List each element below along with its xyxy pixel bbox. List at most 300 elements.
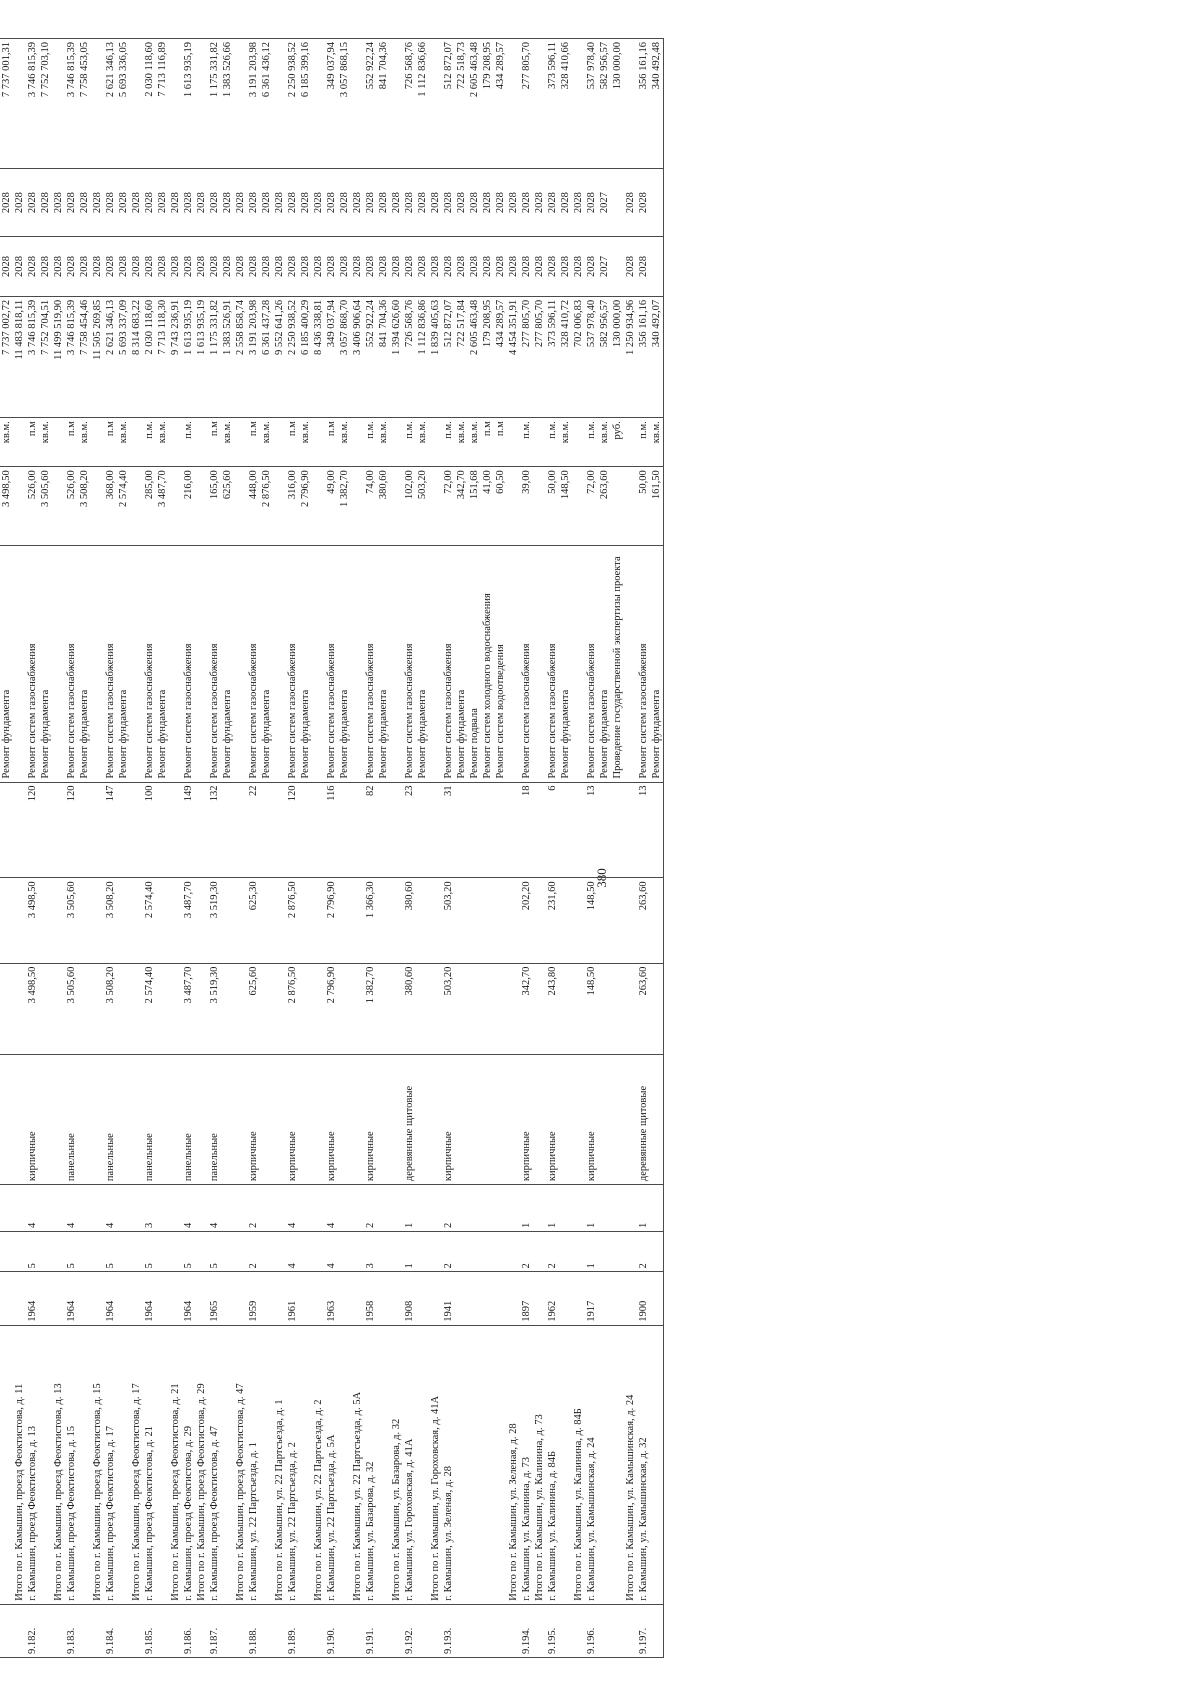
row-repair-year-line: 2028 <box>287 256 298 278</box>
row-volume <box>533 467 572 546</box>
row-volume-line <box>273 470 286 542</box>
row-works-line: Ремонт фундамента <box>378 689 389 779</box>
row-repair-year-line: 2028 <box>1 256 12 278</box>
row-volume <box>351 467 390 546</box>
row-unit <box>91 418 130 467</box>
row-unit-line: п.м <box>248 421 259 437</box>
row-cost-line: 7 737 002,72 <box>1 299 12 355</box>
row-unit-line: п.м <box>482 421 493 437</box>
row-unit-line: п.м. <box>586 421 597 439</box>
row-unit-line: п.м. <box>404 421 415 439</box>
row-cost <box>195 296 234 417</box>
row-unit-line: кв.м. <box>378 421 389 444</box>
row-unit-line: п.м <box>209 421 220 437</box>
row-cost-line: 8 314 683,22 <box>131 299 142 355</box>
row-volume-line <box>91 470 104 542</box>
row-max-cost-line <box>312 42 325 165</box>
row-unit <box>507 418 533 467</box>
row-cost <box>351 296 390 417</box>
row-works-line: Ремонт систем газоснабжения <box>248 643 259 779</box>
row-entr: 2 <box>429 1185 507 1232</box>
total-label: Итого по г. Камышин, проезд Феоктистова, д. 13 <box>53 1383 64 1601</box>
row-year: 1941 <box>429 1272 507 1325</box>
row-wall-material: панельные <box>52 1055 91 1185</box>
row-repair-year <box>0 237 13 297</box>
table-row <box>624 39 664 1658</box>
row-volume-line: 151,68 <box>469 470 480 500</box>
row-volume <box>234 467 273 546</box>
row-repair-year-line: 2028 <box>417 256 428 278</box>
row-works-line: Ремонт фундамента <box>79 689 90 779</box>
row-repair-year-line: 2028 <box>144 256 155 278</box>
row-max-cost-line <box>624 42 637 165</box>
row-works-line: Ремонт фундамента <box>417 689 428 779</box>
row-year: 1964 <box>52 1272 91 1325</box>
row-repair-year-line: 2028 <box>586 256 597 278</box>
row-unit-line: п.м <box>105 421 116 437</box>
row-repair-year-line: 2028 <box>222 256 233 278</box>
row-floors: 4 <box>312 1231 351 1271</box>
row-repair-year-line: 2028 <box>508 256 519 278</box>
row-wall-material: панельные <box>169 1055 195 1185</box>
row-works-line: Ремонт систем холодного водоснабжения <box>482 593 493 779</box>
row-people: 13 <box>624 782 664 878</box>
row-area: 3 487,70 <box>169 963 195 1055</box>
row-cost <box>91 296 130 417</box>
row-people <box>0 782 13 878</box>
row-works-line: Ремонт систем газоснабжения <box>326 643 337 779</box>
row-volume-line <box>533 470 546 542</box>
row-cost-line: 726 568,76 <box>404 299 415 348</box>
total-label: Итого по г. Камышин, ул. Гороховская, д. 41А <box>430 1395 441 1601</box>
row-cost-line: 2 605 463,48 <box>469 299 480 355</box>
row-volume-line: 49,00 <box>326 470 337 494</box>
row-area: 342,70 <box>507 963 533 1055</box>
row-works-line: Ремонт систем газоснабжения <box>183 643 194 779</box>
row-end-date-line: 2028 <box>352 192 363 214</box>
row-volume-line: 285,00 <box>144 470 155 500</box>
row-year: 1908 <box>390 1272 429 1325</box>
address-text: г. Камышин, проезд Феоктистова, д. 17 <box>105 1426 116 1601</box>
row-max-cost-line: 179 208,95 <box>482 42 493 90</box>
table-row <box>429 39 507 1658</box>
row-works-line: Ремонт фундамента <box>261 689 272 779</box>
row-end-date-line: 2028 <box>66 192 77 214</box>
table-row <box>52 39 91 1658</box>
row-entr: 2 <box>351 1185 390 1232</box>
row-volume <box>195 467 234 546</box>
row-repair-year-line: 2028 <box>352 256 363 278</box>
row-year <box>0 1272 13 1325</box>
row-unit-line <box>312 421 325 463</box>
row-cost-line: 373 596,11 <box>547 299 558 347</box>
row-max-cost <box>13 39 52 169</box>
row-works-line: Ремонт систем газоснабжения <box>404 643 415 779</box>
table-row <box>234 39 273 1658</box>
row-max-cost <box>169 39 195 169</box>
total-label: Итого по г. Камышин, ул. Базарова, д. 32 <box>391 1418 402 1601</box>
row-works-line <box>52 549 65 778</box>
row-cost-line: 1 394 626,60 <box>391 299 402 355</box>
row-unit-line <box>624 421 637 463</box>
row-repair-year-line: 2028 <box>378 256 389 278</box>
row-unit-line: руб. <box>612 421 623 440</box>
row-repair-year <box>351 237 390 297</box>
row-end-date-line: 2028 <box>14 192 25 214</box>
row-repair-year-line: 2028 <box>521 256 532 278</box>
row-cost-line: 2 030 118,60 <box>144 299 155 355</box>
row-cost <box>13 296 52 417</box>
row-area: 3 519,30 <box>195 963 234 1055</box>
row-end-date <box>533 169 572 237</box>
row-cost-line: 2 250 938,52 <box>287 299 298 355</box>
address-text: г. Камышин, ул. Калинина, д. 84Б <box>547 1450 558 1601</box>
row-cost-line: 4 454 351,91 <box>508 299 519 355</box>
row-repair-year-line: 2028 <box>27 256 38 278</box>
row-wall-material: панельные <box>130 1055 169 1185</box>
row-volume <box>572 467 624 546</box>
row-max-cost-line: 552 922,24 <box>365 42 376 90</box>
row-unit-line <box>13 421 26 463</box>
address-text: г. Камышин, ул. Камышинская, д. 24 <box>586 1437 597 1601</box>
row-area2: 380,60 <box>390 878 429 963</box>
row-works <box>13 546 52 782</box>
row-end-date <box>52 169 91 237</box>
row-unit <box>273 418 312 467</box>
row-unit <box>0 418 13 467</box>
row-wall-material: кирпичные <box>312 1055 351 1185</box>
row-area2: 503,20 <box>429 878 507 963</box>
row-works-line: Ремонт систем газоснабжения <box>586 643 597 779</box>
row-volume-line <box>52 470 65 542</box>
row-volume <box>0 467 13 546</box>
row-end-date-line: 2028 <box>248 192 259 214</box>
row-max-cost <box>130 39 169 169</box>
row-cost-line: 340 492,07 <box>651 299 662 348</box>
row-cost-line: 277 805,70 <box>521 299 532 348</box>
row-max-cost <box>0 39 13 169</box>
total-label: Итого по г. Камышин, проезд Феоктистова, д. 15 <box>92 1383 103 1601</box>
row-unit-line <box>169 421 182 463</box>
row-wall-material: кирпичные <box>13 1055 52 1185</box>
row-area: 243,80 <box>533 963 572 1055</box>
row-unit-line: кв.м. <box>599 421 610 444</box>
row-end-date-line: 2028 <box>625 192 636 214</box>
row-repair-year-line: 2028 <box>261 256 272 278</box>
row-floors: 5 <box>130 1231 169 1271</box>
row-volume-line <box>611 470 624 542</box>
row-works-line: Ремонт систем газоснабжения <box>144 643 155 779</box>
row-unit <box>390 418 429 467</box>
row-floors: 2 <box>507 1231 533 1271</box>
row-year: 1900 <box>624 1272 664 1325</box>
row-floors: 3 <box>351 1231 390 1271</box>
row-repair-year <box>533 237 572 297</box>
row-repair-year <box>312 237 351 297</box>
row-works <box>169 546 195 782</box>
row-address <box>234 1325 273 1604</box>
row-repair-year-line: 2028 <box>625 256 636 278</box>
row-repair-year <box>130 237 169 297</box>
row-repair-year-line: 2028 <box>326 256 337 278</box>
row-max-cost-line: 434 289,57 <box>495 42 506 90</box>
row-wall-material: кирпичные <box>533 1055 572 1185</box>
row-max-cost-line: 130 000,00 <box>612 42 623 90</box>
row-max-cost <box>195 39 234 169</box>
row-unit-line <box>195 421 208 463</box>
row-works-line: Ремонт систем газоснабжения <box>521 643 532 779</box>
row-unit-line: кв.м. <box>456 421 467 444</box>
row-wall-material: кирпичные <box>351 1055 390 1185</box>
row-unit-line: кв.м. <box>157 421 168 444</box>
row-people: 147 <box>91 782 130 878</box>
row-max-cost-line: 722 518,73 <box>456 42 467 90</box>
row-end-date-line: 2028 <box>235 192 246 214</box>
row-volume-line: 74,00 <box>365 470 376 494</box>
row-works-line: Ремонт систем газоснабжения <box>287 643 298 779</box>
row-wall-material: кирпичные <box>273 1055 312 1185</box>
row-area2: 3 519,30 <box>195 878 234 963</box>
row-works-line <box>312 549 325 778</box>
row-max-cost-line: 2 621 346,13 <box>105 42 116 98</box>
row-area2: 231,60 <box>533 878 572 963</box>
row-volume-line: 102,00 <box>404 470 415 500</box>
row-repair-year <box>195 237 234 297</box>
row-floors: 2 <box>533 1231 572 1271</box>
row-end-date-line: 2028 <box>469 192 480 214</box>
row-unit-line: кв.м. <box>469 421 480 444</box>
row-unit-line: кв.м. <box>222 421 233 444</box>
row-cost-line: 8 436 338,81 <box>313 299 324 355</box>
row-works <box>351 546 390 782</box>
row-address <box>0 1325 13 1604</box>
row-unit-line <box>130 421 143 463</box>
address-text: г. Камышин, ул. Камышинская, д. 32 <box>638 1437 649 1601</box>
row-works <box>0 546 13 782</box>
row-max-cost-line: 7 752 703,10 <box>40 42 51 98</box>
row-repair-year <box>234 237 273 297</box>
row-cost-line: 328 410,72 <box>560 299 571 348</box>
row-works <box>52 546 91 782</box>
row-works <box>429 546 507 782</box>
row-cost-line: 6 361 437,28 <box>261 299 272 355</box>
row-end-date-line: 2028 <box>1 192 12 214</box>
row-works-line <box>91 549 104 778</box>
row-area2: 2 876,50 <box>273 878 312 963</box>
row-repair-year <box>169 237 195 297</box>
row-repair-year-line: 2028 <box>157 256 168 278</box>
row-cost-line: 552 922,24 <box>365 299 376 348</box>
row-repair-year-line: 2028 <box>573 256 584 278</box>
row-people: 132 <box>195 782 234 878</box>
row-volume-line: 72,00 <box>443 470 454 494</box>
row-max-cost-line: 3 746 815,39 <box>27 42 38 98</box>
row-max-cost <box>572 39 624 169</box>
table-row <box>273 39 312 1658</box>
row-end-date-line: 2028 <box>430 192 441 214</box>
row-end-date <box>390 169 429 237</box>
row-address <box>169 1325 195 1604</box>
row-volume-line: 368,00 <box>105 470 116 500</box>
row-unit-line: кв.м. <box>560 421 571 444</box>
row-max-cost-line: 277 805,70 <box>521 42 532 90</box>
row-area: 263,60 <box>624 963 664 1055</box>
row-repair-year <box>273 237 312 297</box>
row-cost <box>533 296 572 417</box>
capital-repair-table <box>0 38 664 1658</box>
row-area: 2 796,90 <box>312 963 351 1055</box>
row-max-cost-line <box>169 42 182 165</box>
row-repair-year <box>13 237 52 297</box>
row-end-date-line: 2028 <box>105 192 116 214</box>
row-unit-line <box>533 421 546 463</box>
row-repair-year-line: 2028 <box>170 256 181 278</box>
row-repair-year <box>429 237 507 297</box>
row-works-line: Ремонт фундамента <box>560 689 571 779</box>
row-end-date-line: 2028 <box>196 192 207 214</box>
row-entr: 4 <box>195 1185 234 1232</box>
row-end-date <box>0 169 13 237</box>
row-repair-year-line: 2028 <box>105 256 116 278</box>
row-max-cost <box>351 39 390 169</box>
row-year: 1964 <box>169 1272 195 1325</box>
row-number: 9.194. <box>507 1604 533 1657</box>
row-max-cost <box>507 39 533 169</box>
row-area2: 263,60 <box>624 878 664 963</box>
row-end-date-line: 2028 <box>79 192 90 214</box>
row-repair-year-line: 2028 <box>66 256 77 278</box>
row-people: 116 <box>312 782 351 878</box>
row-end-date-line: 2028 <box>261 192 272 214</box>
row-wall-material: кирпичные <box>234 1055 273 1185</box>
row-address <box>390 1325 429 1604</box>
row-cost-line: 2 621 346,13 <box>105 299 116 355</box>
row-unit-line <box>273 421 286 463</box>
row-address <box>507 1325 533 1604</box>
address-text: г. Камышин, проезд Феоктистова, д. 15 <box>66 1426 77 1601</box>
row-max-cost-line: 726 568,76 <box>404 42 415 90</box>
row-cost-line: 1 175 331,82 <box>209 299 220 355</box>
row-unit-line <box>91 421 104 463</box>
row-works-line: Ремонт систем газоснабжения <box>638 643 649 779</box>
row-unit <box>52 418 91 467</box>
row-address <box>52 1325 91 1604</box>
row-floors: 1 <box>390 1231 429 1271</box>
row-repair-year <box>52 237 91 297</box>
row-cost <box>52 296 91 417</box>
row-volume-line: 3 498,50 <box>1 470 12 507</box>
row-max-cost-line <box>533 42 546 165</box>
row-unit-line: п.м. <box>547 421 558 439</box>
row-repair-year-line: 2028 <box>248 256 259 278</box>
row-end-date <box>130 169 169 237</box>
row-unit-line: кв.м. <box>261 421 272 444</box>
row-works <box>533 546 572 782</box>
table-row <box>507 39 533 1658</box>
row-works <box>624 546 664 782</box>
row-unit-line: п.м. <box>365 421 376 439</box>
row-area2: 2 574,40 <box>130 878 169 963</box>
row-cost-line: 9 552 641,26 <box>274 299 285 355</box>
row-number: 9.191. <box>351 1604 390 1657</box>
address-text: г. Камышин, ул. 22 Партсъезда, д. 5А <box>326 1434 337 1601</box>
row-max-cost-line: 328 410,66 <box>560 42 571 90</box>
address-text: г. Камышин, ул. Гороховская, д. 41А <box>404 1438 415 1601</box>
row-number: 9.195. <box>533 1604 572 1657</box>
row-entr: 2 <box>234 1185 273 1232</box>
row-people: 23 <box>390 782 429 878</box>
row-works <box>572 546 624 782</box>
row-works-line <box>234 549 247 778</box>
row-entr: 1 <box>533 1185 572 1232</box>
row-works-line: Ремонт фундамента <box>118 689 129 779</box>
row-area2: 3 498,50 <box>13 878 52 963</box>
row-max-cost-line: 7 758 453,05 <box>79 42 90 98</box>
row-entr: 4 <box>13 1185 52 1232</box>
row-works-line: Ремонт систем газоснабжения <box>547 643 558 779</box>
row-max-cost-line: 3 191 203,98 <box>248 42 259 98</box>
row-repair-year <box>624 237 664 297</box>
row-works-line <box>13 549 26 778</box>
row-max-cost-line: 841 704,36 <box>378 42 389 90</box>
row-entr: 1 <box>624 1185 664 1232</box>
row-unit-line <box>351 421 364 463</box>
row-volume-line: 3 508,20 <box>79 470 90 507</box>
row-volume-line <box>507 470 520 542</box>
row-end-date-line: 2028 <box>118 192 129 214</box>
row-end-date-line: 2028 <box>586 192 597 214</box>
row-max-cost-line <box>351 42 364 165</box>
row-max-cost-line: 7 737 001,31 <box>1 42 12 98</box>
row-cost-line: 1 613 935,19 <box>183 299 194 355</box>
row-area: 3 505,60 <box>52 963 91 1055</box>
table-row <box>533 39 572 1658</box>
row-repair-year-line: 2028 <box>183 256 194 278</box>
row-repair-year <box>572 237 624 297</box>
row-unit-line: п.м. <box>144 421 155 439</box>
total-label: Итого по г. Камышин, ул. 22 Партсъезда, д. 5А <box>352 1391 363 1601</box>
table-row <box>0 39 13 1658</box>
row-people: 120 <box>273 782 312 878</box>
row-year: 1897 <box>507 1272 533 1325</box>
row-volume-line <box>572 470 585 542</box>
row-cost-line: 3 191 203,98 <box>248 299 259 355</box>
row-works <box>390 546 429 782</box>
row-unit <box>195 418 234 467</box>
row-works-line <box>533 549 546 778</box>
row-unit-line: п.м <box>287 421 298 437</box>
row-works-line <box>273 549 286 778</box>
row-max-cost-line <box>507 42 520 165</box>
row-end-date-line: 2028 <box>300 192 311 214</box>
row-volume-line: 39,00 <box>521 470 532 494</box>
row-cost <box>0 296 13 417</box>
row-unit <box>572 418 624 467</box>
row-cost-line: 1 613 935,19 <box>196 299 207 355</box>
row-cost-line: 1 839 405,63 <box>430 299 441 355</box>
row-wall-material: кирпичные <box>429 1055 507 1185</box>
row-max-cost <box>234 39 273 169</box>
row-works-line <box>195 549 208 778</box>
row-volume <box>312 467 351 546</box>
row-max-cost <box>624 39 664 169</box>
row-year: 1963 <box>312 1272 351 1325</box>
row-volume-line <box>195 470 208 542</box>
row-max-cost-line: 2 030 118,60 <box>144 42 155 97</box>
row-people: 18 <box>507 782 533 878</box>
row-cost-line: 537 978,40 <box>586 299 597 348</box>
row-wall-material: деревянные щитовые <box>390 1055 429 1185</box>
